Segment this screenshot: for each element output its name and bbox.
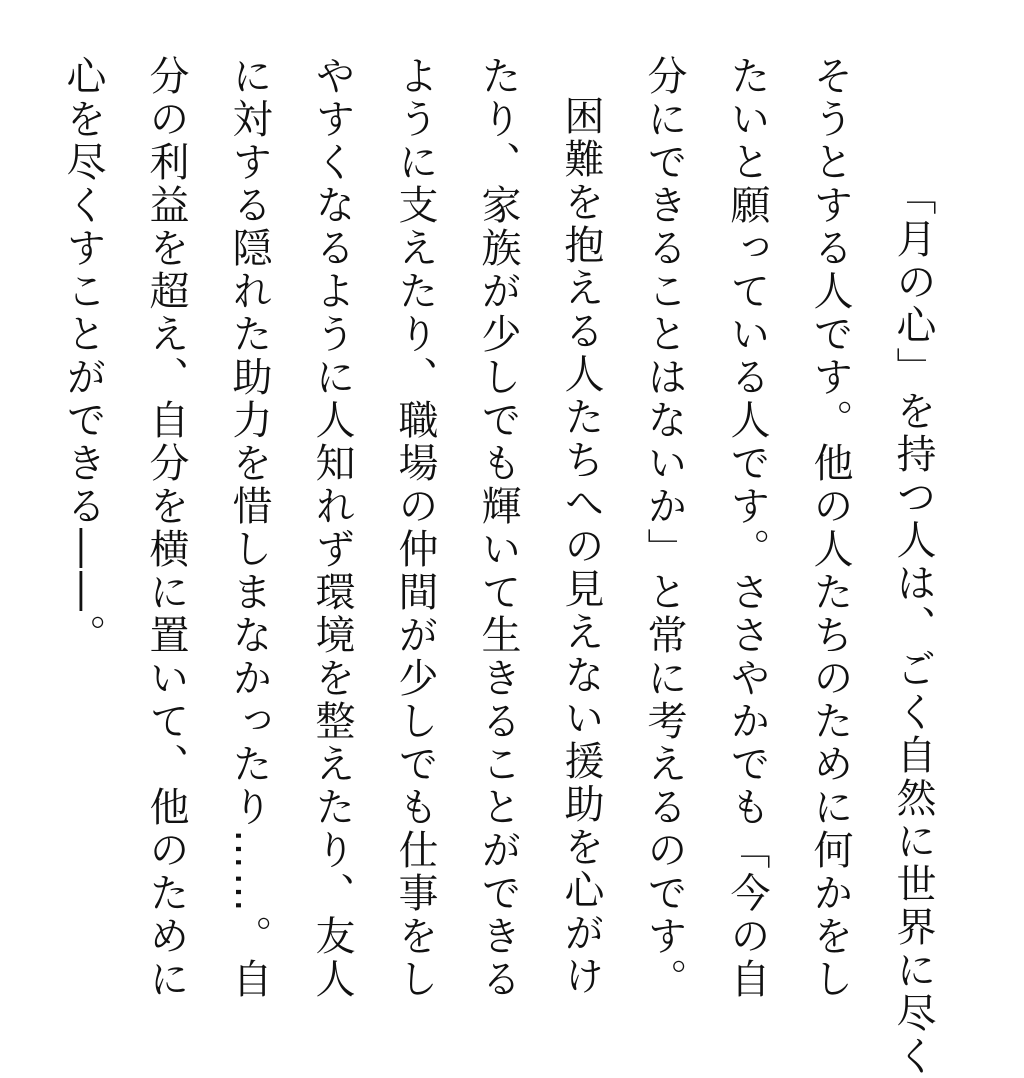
text-line: たり、家族が少しでも輝いて生きることができる	[475, 55, 521, 1001]
text-line: そうとする人です。他の人たちのために何かをし	[807, 55, 853, 1001]
text-line: たいと願っている人です。ささやかでも「今の自	[724, 55, 770, 1001]
text-line: 分の利益を超え、自分を横に置いて、他のために	[143, 55, 189, 1001]
vertical-text-body	[41, 55, 954, 1078]
text-line: に対する隠れた助力を惜しまなかったり……。自	[226, 55, 272, 1001]
text-line: ように支えたり、職場の仲間が少しでも仕事をし	[392, 55, 438, 1001]
text-line: 分にできることはないか」と常に考えるのです。	[641, 55, 687, 1001]
text-line: やすくなるように人知れず環境を整えたり、友人	[309, 55, 355, 1001]
text-line: 心を尽くすことができる――。	[60, 55, 106, 657]
text-line: 困難を抱える人たちへの見えない援助を心がけ	[558, 95, 604, 998]
text-line: 「月の心」を持つ人は、ごく自然に世界に尽く	[890, 175, 936, 1078]
